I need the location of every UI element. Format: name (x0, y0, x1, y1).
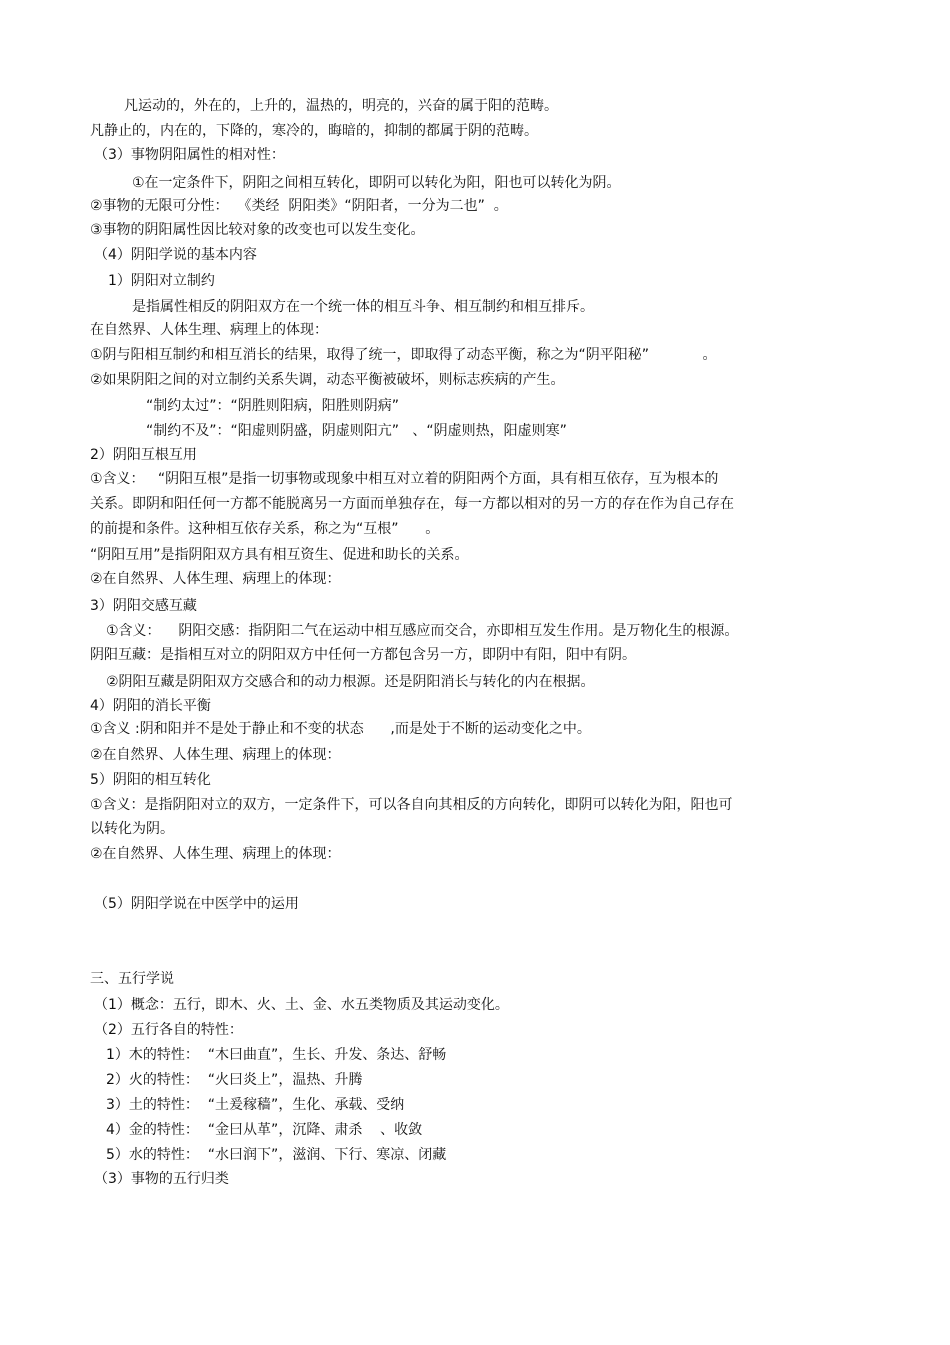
text-line: ③事物的阴阳属性因比较对象的改变也可以发生变化。 (90, 222, 425, 238)
text-line: 是指属性相反的阴阳双方在一个统一体的相互斗争、相互制约和相互排斥。 (132, 299, 594, 315)
list-item: 5）水的特性： “水曰润下”，滋润、下行、寒凉、闭藏 (106, 1147, 447, 1163)
text-line: “制约太过”：“阴胜则阳病，阳胜则阴病” (146, 398, 400, 414)
text-line: 阴阳互藏：是指相互对立的阴阳双方中任何一方都包含另一方，即阴中有阳，阳中有阴。 (90, 647, 636, 663)
text-line: “阴阳互用”是指阴阳双方具有相互资生、促进和助长的关系。 (90, 547, 469, 563)
text-line: ①含义 :阴和阳并不是处于静止和不变的状态 ,而是处于不断的运动变化之中。 (90, 721, 591, 737)
text-line: ②在自然界、人体生理、病理上的体现： (90, 571, 341, 587)
text-line: ②在自然界、人体生理、病理上的体现： (90, 747, 341, 763)
subsection-heading: 2）阴阳互根互用 (90, 447, 197, 463)
text-line: “制约不及”：“阳虚则阴盛，阴虚则阳亢” 、“阴虚则热，阳虚则寒” (146, 423, 567, 439)
subsection-heading: 1）阴阳对立制约 (108, 273, 215, 289)
chapter-heading: 三、五行学说 (90, 971, 174, 987)
text-line: ①在一定条件下，阴阳之间相互转化，即阴可以转化为阳，阳也可以转化为阴。 (132, 175, 621, 191)
subsection-heading: 3）阴阳交感互藏 (90, 598, 197, 614)
text-line: ①阴与阳相互制约和相互消长的结果，取得了统一，即取得了动态平衡，称之为“阴平阳秘” 。 (90, 347, 717, 363)
subsection-heading: 5）阴阳的相互转化 (90, 772, 211, 788)
section-heading: （5）阴阳学说在中医学中的运用 (94, 896, 299, 912)
subsection-heading: 4）阴阳的消长平衡 (90, 698, 211, 714)
list-item: 2）火的特性： “火曰炎上”，温热、升腾 (106, 1072, 363, 1088)
list-item: 4）金的特性： “金曰从革”，沉降、肃杀 、收敛 (106, 1122, 423, 1138)
list-item: 3）土的特性： “土爰稼穑”，生化、承载、受纳 (106, 1097, 405, 1113)
text-line: ②如果阴阳之间的对立制约关系失调，动态平衡被破坏，则标志疾病的产生。 (90, 372, 565, 388)
section-heading: （2）五行各自的特性： (94, 1022, 243, 1038)
section-heading: （3）事物的五行归类 (94, 1171, 229, 1187)
text-line: ①含义： 阴阳交感：指阴阳二气在运动中相互感应而交合，亦即相互发生作用。是万物化生的根源。 (106, 623, 739, 639)
text-line: 在自然界、人体生理、病理上的体现： (90, 322, 328, 338)
text-line: 的前提和条件。这种相互依存关系，称之为“互根” 。 (90, 521, 440, 537)
text-line: ①含义： “阴阳互根”是指一切事物或现象中相互对立着的阴阳两个方面，具有相互依存，互为根本的 (90, 471, 719, 487)
text-line: （1）概念：五行，即木、火、土、金、水五类物质及其运动变化。 (94, 997, 509, 1013)
text-line: ①含义：是指阴阳对立的双方，一定条件下，可以各自向其相反的方向转化，即阴可以转化为阳，阳也可 (90, 797, 733, 813)
text-line: ②事物的无限可分性： 《类经 阴阳类》“阴阳者，一分为二也” 。 (90, 198, 508, 214)
text-line: 关系。即阴和阳任何一方都不能脱离另一方面而单独存在，每一方都以相对的另一方的存在作为自己存在 (90, 496, 734, 512)
list-item: 1）木的特性： “木曰曲直”，生长、升发、条达、舒畅 (106, 1047, 447, 1063)
text-line: 凡静止的，内在的，下降的，寒冷的，晦暗的，抑制的都属于阴的范畴。 (90, 123, 538, 139)
section-heading: （4）阴阳学说的基本内容 (94, 247, 257, 263)
text-line: 以转化为阴。 (90, 821, 174, 837)
text-line: ②在自然界、人体生理、病理上的体现： (90, 846, 341, 862)
text-line: ②阴阳互藏是阴阳双方交感合和的动力根源。还是阴阳消长与转化的内在根据。 (106, 674, 595, 690)
text-line: 凡运动的，外在的，上升的，温热的，明亮的，兴奋的属于阳的范畴。 (124, 98, 558, 114)
section-heading: （3）事物阴阳属性的相对性： (94, 147, 285, 163)
